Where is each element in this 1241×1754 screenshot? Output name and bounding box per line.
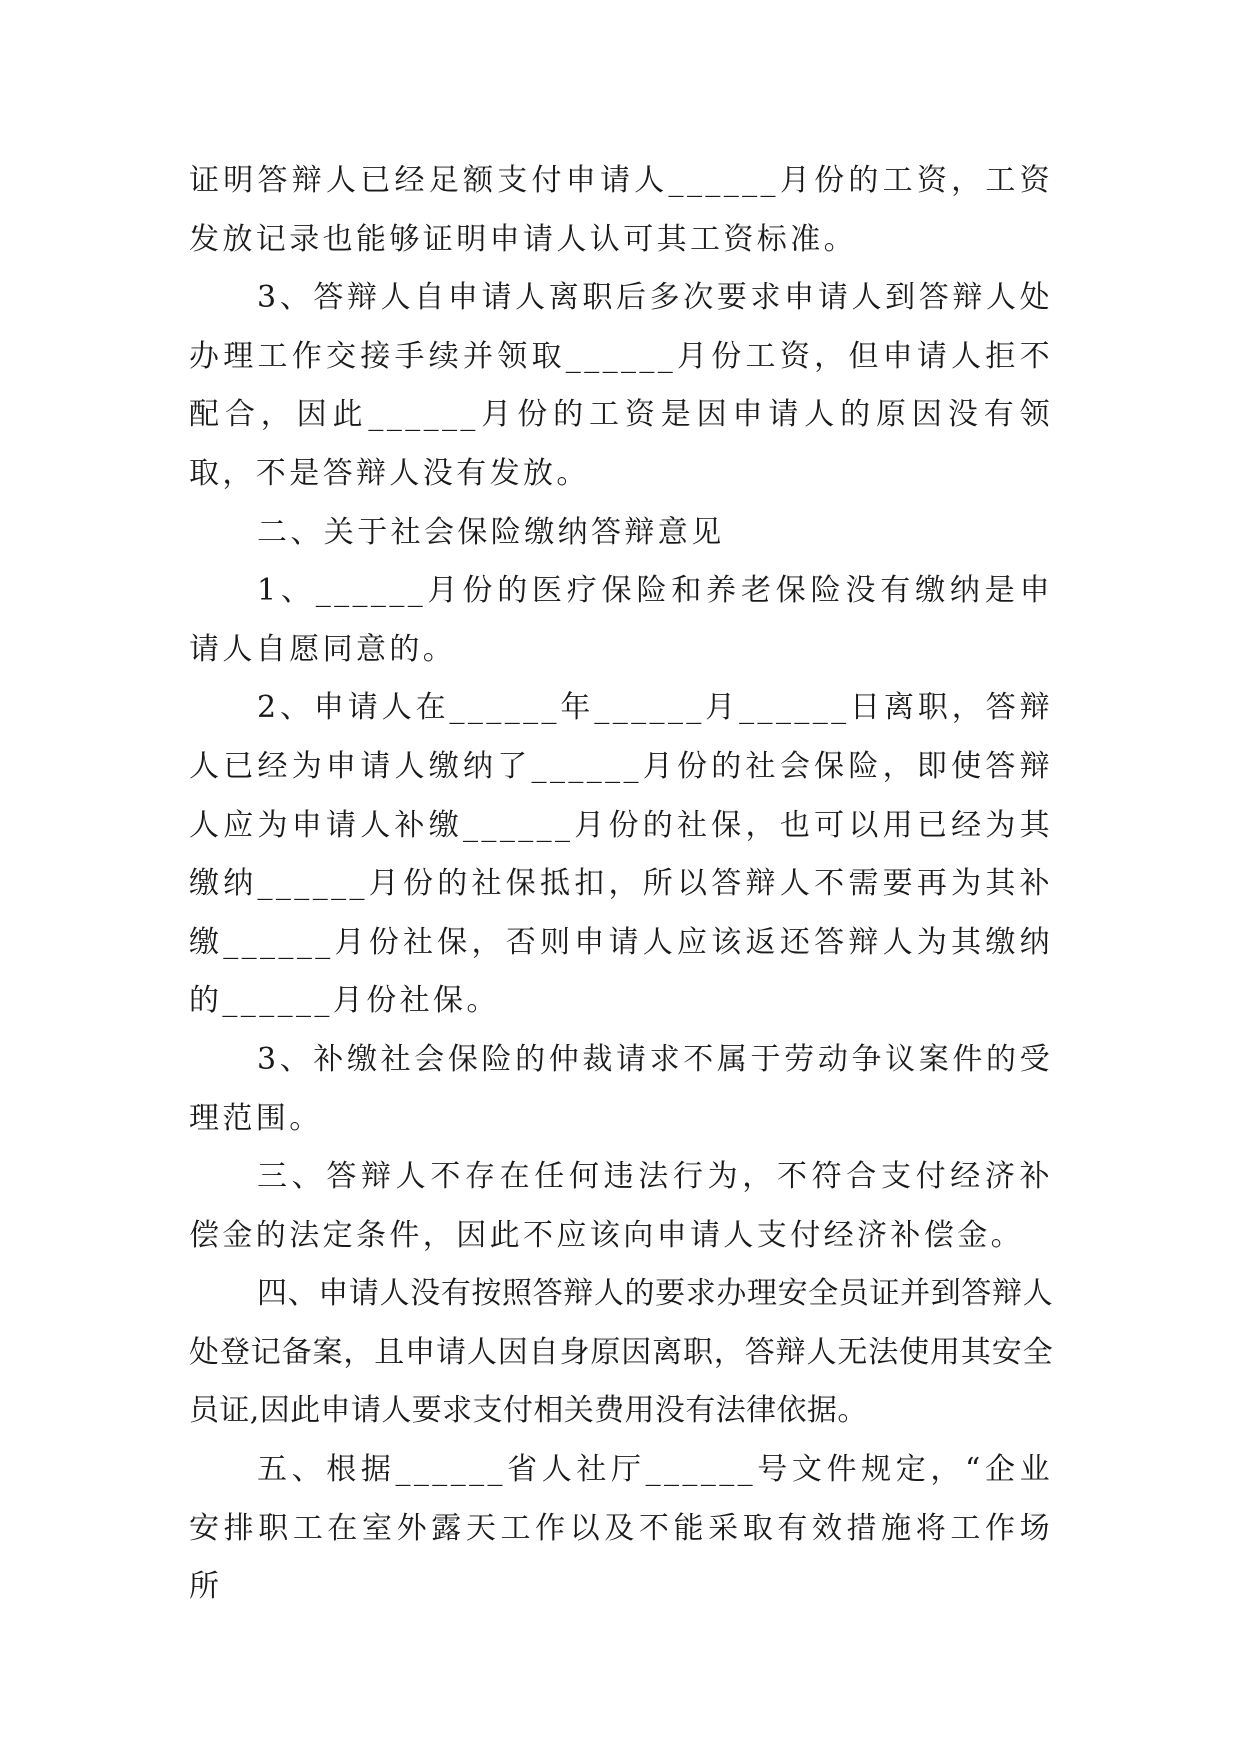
paragraph-insurance-consent: 1、______月份的医疗保险和养老保险没有缴纳是申请人自愿同意的。 (189, 573, 1053, 667)
paragraph-wage-handover: 3、答辩人自申请人离职后多次要求申请人到答辩人处办理工作交接手续并领取______月份工资，但申请人拒不配合，因此______月份的工资是因申请人的原因没有领取，不是答辩人没有发放。 (189, 280, 1053, 491)
paragraph-no-compensation: 三、答辩人不存在任何违法行为，不符合支付经济补偿金的法定条件，因此不应该向申请人支付经济补偿金。 (189, 1159, 1053, 1253)
section-heading-social-insurance: 二、关于社会保险缴纳答辩意见 (257, 514, 725, 550)
paragraph-insurance-offset: 2、申请人在______年______月______日离职，答辩人已经为申请人缴纳了______月份的社会保险，即使答辩人应为申请人补缴______月份的社保，也可以用已经为其缴纳______月份的社保抵扣，所以答辩人不需要再为其补缴______月份社保，否则申请人应该返还答辩人为其缴纳的______月份社保。 (189, 690, 1053, 1019)
paragraph-wage-record: 证明答辩人已经足额支付申请人______月份的工资，工资发放记录也能够证明申请人认可其工资标准。 (189, 163, 1053, 257)
document-page (189, 152, 1053, 1617)
paragraph-regulation: 五、根据______省人社厅______号文件规定，“企业安排职工在室外露天工作以及不能采取有效措施将工作场所 (189, 1452, 1053, 1605)
paragraph-safety-certificate: 四、申请人没有按照答辩人的要求办理安全员证并到答辩人处登记备案，且申请人因自身原因离职，答辩人无法使用其安全员证,因此申请人要求支付相关费用没有法律依据。 (189, 1276, 1053, 1429)
paragraph-arbitration-scope: 3、补缴社会保险的仲裁请求不属于劳动争议案件的受理范围。 (189, 1041, 1053, 1136)
